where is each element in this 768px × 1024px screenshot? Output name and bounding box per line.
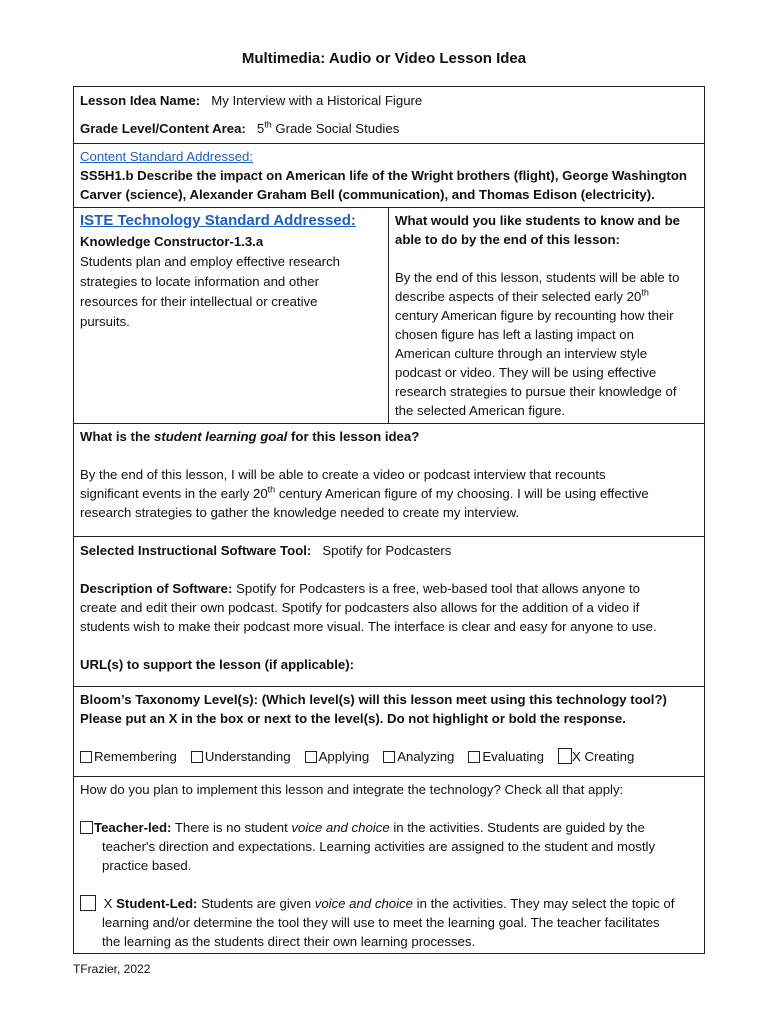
learning-goal-line: research strategies to gather the knowledge needed to create my interview.: [80, 505, 520, 520]
lesson-name-label: Lesson Idea Name:: [80, 93, 201, 108]
content-standard-text: SS5H1.b Describe the impact on American life of the Wright brothers (flight), George Washington Carver (science), Alexander Graham Bell (communication), and Thomas Edison (electricity).: [80, 168, 687, 202]
learning-goal-question: What is the student learning goal for this lesson idea?: [80, 429, 420, 444]
teacher-led-checkbox[interactable]: [80, 821, 93, 834]
learning-goal-line: By the end of this lesson, I will be able to create a video or podcast interview that recounts: [80, 467, 606, 482]
bloom-option-evaluating[interactable]: Evaluating: [468, 747, 544, 766]
student-led-option[interactable]: X Student-Led: Students are given voice and choice in the activities. They may select the topic of: [80, 894, 698, 913]
iste-text-line: Students plan and employ effective research: [80, 254, 341, 269]
know-do-answer-line: American culture through an interview style: [395, 346, 648, 361]
bloom-question: Bloom’s Taxonomy Level(s): (Which level(s) will this lesson meet using this technology tool?): [80, 692, 667, 707]
grade-suffix: th: [264, 119, 272, 130]
know-do-cell: [389, 208, 704, 423]
iste-text-line: strategies to locate information and other: [80, 274, 319, 289]
know-do-answer-line: the selected American figure.: [395, 403, 566, 418]
software-tool-label: Selected Instructional Software Tool:: [80, 543, 312, 558]
bloom-option-remembering[interactable]: Remembering: [80, 747, 177, 766]
checkbox[interactable]: [305, 751, 317, 763]
bloom-option-applying[interactable]: Applying: [305, 747, 370, 766]
bloom-options: [80, 747, 698, 766]
student-led-text-line: the learning as the students direct their own learning processes.: [102, 934, 476, 949]
know-do-answer-line: research strategies to pursue their knowledge of: [395, 384, 677, 399]
checkbox[interactable]: [468, 751, 480, 763]
software-row: [74, 537, 704, 687]
software-tool-value: Spotify for Podcasters: [322, 543, 452, 558]
grade-area: Grade Social Studies: [275, 121, 400, 136]
content-standard-heading: Content Standard Addressed:: [80, 149, 254, 164]
grade-number: 5: [256, 121, 265, 136]
learning-goal-line: significant events in the early 20th century American figure of my choosing. I will be using effective: [80, 484, 649, 501]
know-do-answer-line: century American figure by recounting how their: [395, 308, 674, 323]
document-title: Multimedia: Audio or Video Lesson Idea: [241, 50, 527, 67]
teacher-led-text-line: practice based.: [102, 858, 192, 873]
checkbox[interactable]: [558, 748, 572, 764]
grade-label: Grade Level/Content Area:: [80, 121, 246, 136]
iste-text-line: resources for their intellectual or creative: [80, 294, 318, 309]
software-description-line: create and edit their own podcast. Spotify for podcasters also allows for the addition of a video if: [80, 600, 640, 615]
bloom-option-understanding[interactable]: Understanding: [191, 747, 291, 766]
lesson-info-row: [74, 87, 704, 144]
teacher-led-option[interactable]: Teacher-led: There is no student voice and choice in the activities. Students are guided by the: [80, 818, 698, 837]
lesson-name-value: My Interview with a Historical Figure: [211, 93, 423, 108]
standards-goals-row: [74, 208, 704, 424]
bloom-row: [74, 687, 704, 777]
implementation-question: How do you plan to implement this lesson and integrate the technology? Check all that apply:: [80, 782, 624, 797]
know-do-answer-line: By the end of this lesson, students will be able to: [395, 270, 680, 285]
lesson-form: [73, 86, 705, 954]
content-standard-row: [74, 144, 704, 208]
implementation-row: [74, 777, 704, 953]
know-do-answer-line: podcast or video. They will be using effective: [395, 365, 657, 380]
student-led-checkbox[interactable]: [80, 895, 96, 911]
bloom-instruction: Please put an X in the box or next to the level(s). Do not highlight or bold the response.: [80, 711, 626, 726]
learning-goal-row: [74, 424, 704, 537]
software-description-line: students wish to make their podcast more visual. The interface is clear and easy for anyone to use.: [80, 619, 657, 634]
iste-cell: [74, 208, 389, 423]
know-do-question: able to do by the end of this lesson:: [395, 232, 620, 247]
iste-heading: ISTE Technology Standard Addressed:: [80, 212, 356, 229]
teacher-led-text-line: teacher's direction and expectations. Learning activities are assigned to the student and mostly: [102, 839, 656, 854]
software-description: Description of Software: Spotify for Podcasters is a free, web-based tool that allows anyone to: [80, 581, 640, 596]
footer-credit: TFrazier, 2022: [73, 962, 151, 976]
know-do-answer-line: describe aspects of their selected early 20th: [395, 287, 649, 304]
bloom-option-creating[interactable]: X Creating: [558, 747, 634, 766]
student-led-text-line: learning and/or determine the tool they will use to meet the learning goal. The teacher facilitates: [102, 915, 660, 930]
checkbox[interactable]: [383, 751, 395, 763]
bloom-option-analyzing[interactable]: Analyzing: [383, 747, 454, 766]
know-do-question: What would you like students to know and be: [395, 213, 681, 228]
checkbox[interactable]: [191, 751, 203, 763]
iste-standard: Knowledge Constructor-1.3.a: [80, 234, 264, 249]
iste-text-line: pursuits.: [80, 314, 130, 329]
url-label: URL(s) to support the lesson (if applicable):: [80, 657, 355, 672]
know-do-answer-line: chosen figure has left a lasting impact on: [395, 327, 634, 342]
checkbox[interactable]: [80, 751, 92, 763]
